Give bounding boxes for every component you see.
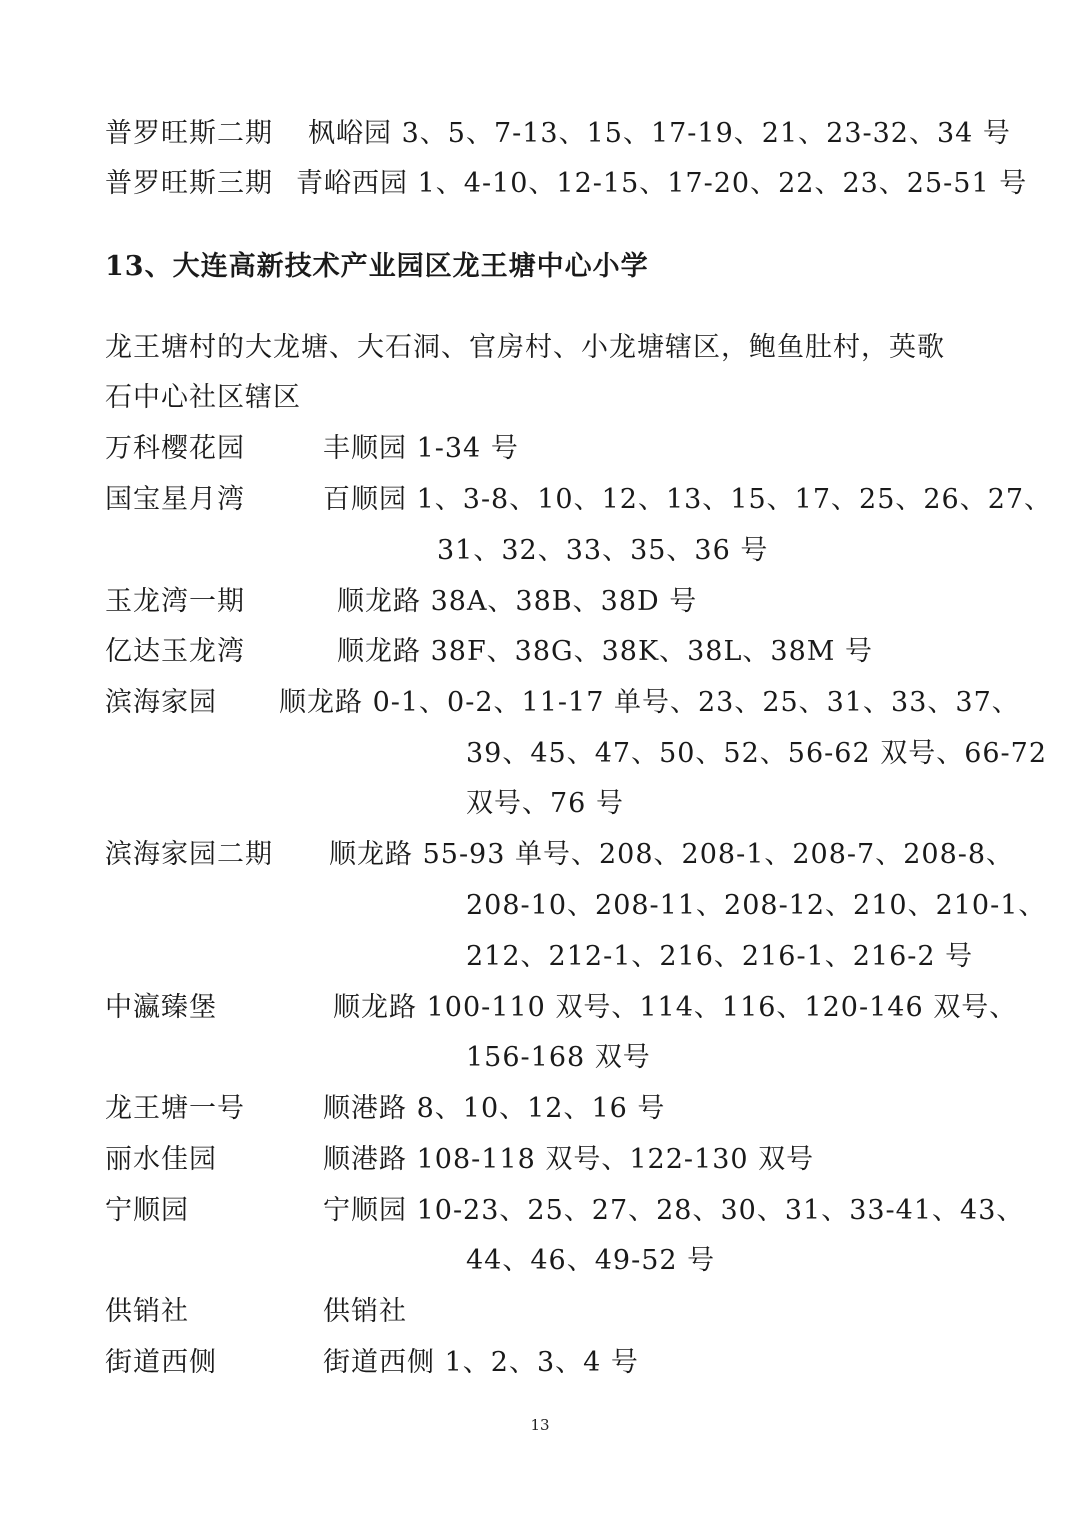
entry-address: 顺龙路 0-1、0-2、11-17 单号、23、25、31、33、37、 <box>279 687 1020 718</box>
entry-name: 街道西侧 <box>105 1347 217 1378</box>
entry-name: 龙王塘一号 <box>105 1093 245 1124</box>
entry-address: 顺港路 108-118 双号、122-130 双号 <box>323 1144 815 1175</box>
section-heading: 13、大连高新技术产业园区龙王塘中心小学 <box>105 251 649 282</box>
intro-line-1: 龙王塘村的大龙塘、大石洞、官房村、小龙塘辖区，鲍鱼肚村，英歌 <box>105 332 945 363</box>
entry-name: 万科樱花园 <box>105 433 245 464</box>
entry-name: 供销社 <box>105 1296 189 1327</box>
entry-address-continued: 44、46、49-52 号 <box>466 1245 716 1276</box>
entry-address: 顺龙路 38A、38B、38D 号 <box>337 586 698 617</box>
entry-address-continued: 39、45、47、50、52、56-62 双号、66-72 <box>466 738 1048 769</box>
entry-address: 丰顺园 1-34 号 <box>323 433 519 464</box>
entry-name: 滨海家园 <box>105 687 217 718</box>
entry-name: 国宝星月湾 <box>105 484 245 515</box>
entry-address: 顺龙路 38F、38G、38K、38L、38M 号 <box>337 636 873 667</box>
entry-address: 顺龙路 55-93 单号、208、208-1、208-7、208-8、 <box>329 839 1015 870</box>
entry-address-continued: 双号、76 号 <box>466 788 624 819</box>
entry-name: 宁顺园 <box>105 1195 189 1226</box>
page-number: 13 <box>530 1416 550 1434</box>
entry-address: 百顺园 1、3-8、10、12、13、15、17、25、26、27、 <box>323 484 1053 515</box>
entry-address-continued: 212、212-1、216、216-1、216-2 号 <box>466 941 974 972</box>
entry-name: 丽水佳园 <box>105 1144 217 1175</box>
entry-address: 顺龙路 100-110 双号、114、116、120-146 双号、 <box>333 992 1018 1023</box>
entry-address: 供销社 <box>323 1296 407 1327</box>
entry-name: 中瀛臻堡 <box>105 992 217 1023</box>
entry-name: 滨海家园二期 <box>105 839 273 870</box>
entry-name: 玉龙湾一期 <box>105 586 245 617</box>
entry-address-continued: 31、32、33、35、36 号 <box>437 535 769 566</box>
intro-line-2: 石中心社区辖区 <box>105 382 301 413</box>
entry-address: 顺港路 8、10、12、16 号 <box>323 1093 666 1124</box>
entry-name: 普罗旺斯二期 <box>105 118 273 149</box>
entry-address-continued: 156-168 双号 <box>466 1042 651 1073</box>
entry-address: 青峪西园 1、4-10、12-15、17-20、22、23、25-51 号 <box>296 168 1028 199</box>
entry-address-continued: 208-10、208-11、208-12、210、210-1、 <box>466 890 1047 921</box>
entry-name: 普罗旺斯三期 <box>105 168 273 199</box>
entry-name: 亿达玉龙湾 <box>105 636 245 667</box>
entry-address: 枫峪园 3、5、7-13、15、17-19、21、23-32、34 号 <box>308 118 1011 149</box>
entry-address: 宁顺园 10-23、25、27、28、30、31、33-41、43、 <box>323 1195 1025 1226</box>
entry-address: 街道西侧 1、2、3、4 号 <box>323 1347 639 1378</box>
